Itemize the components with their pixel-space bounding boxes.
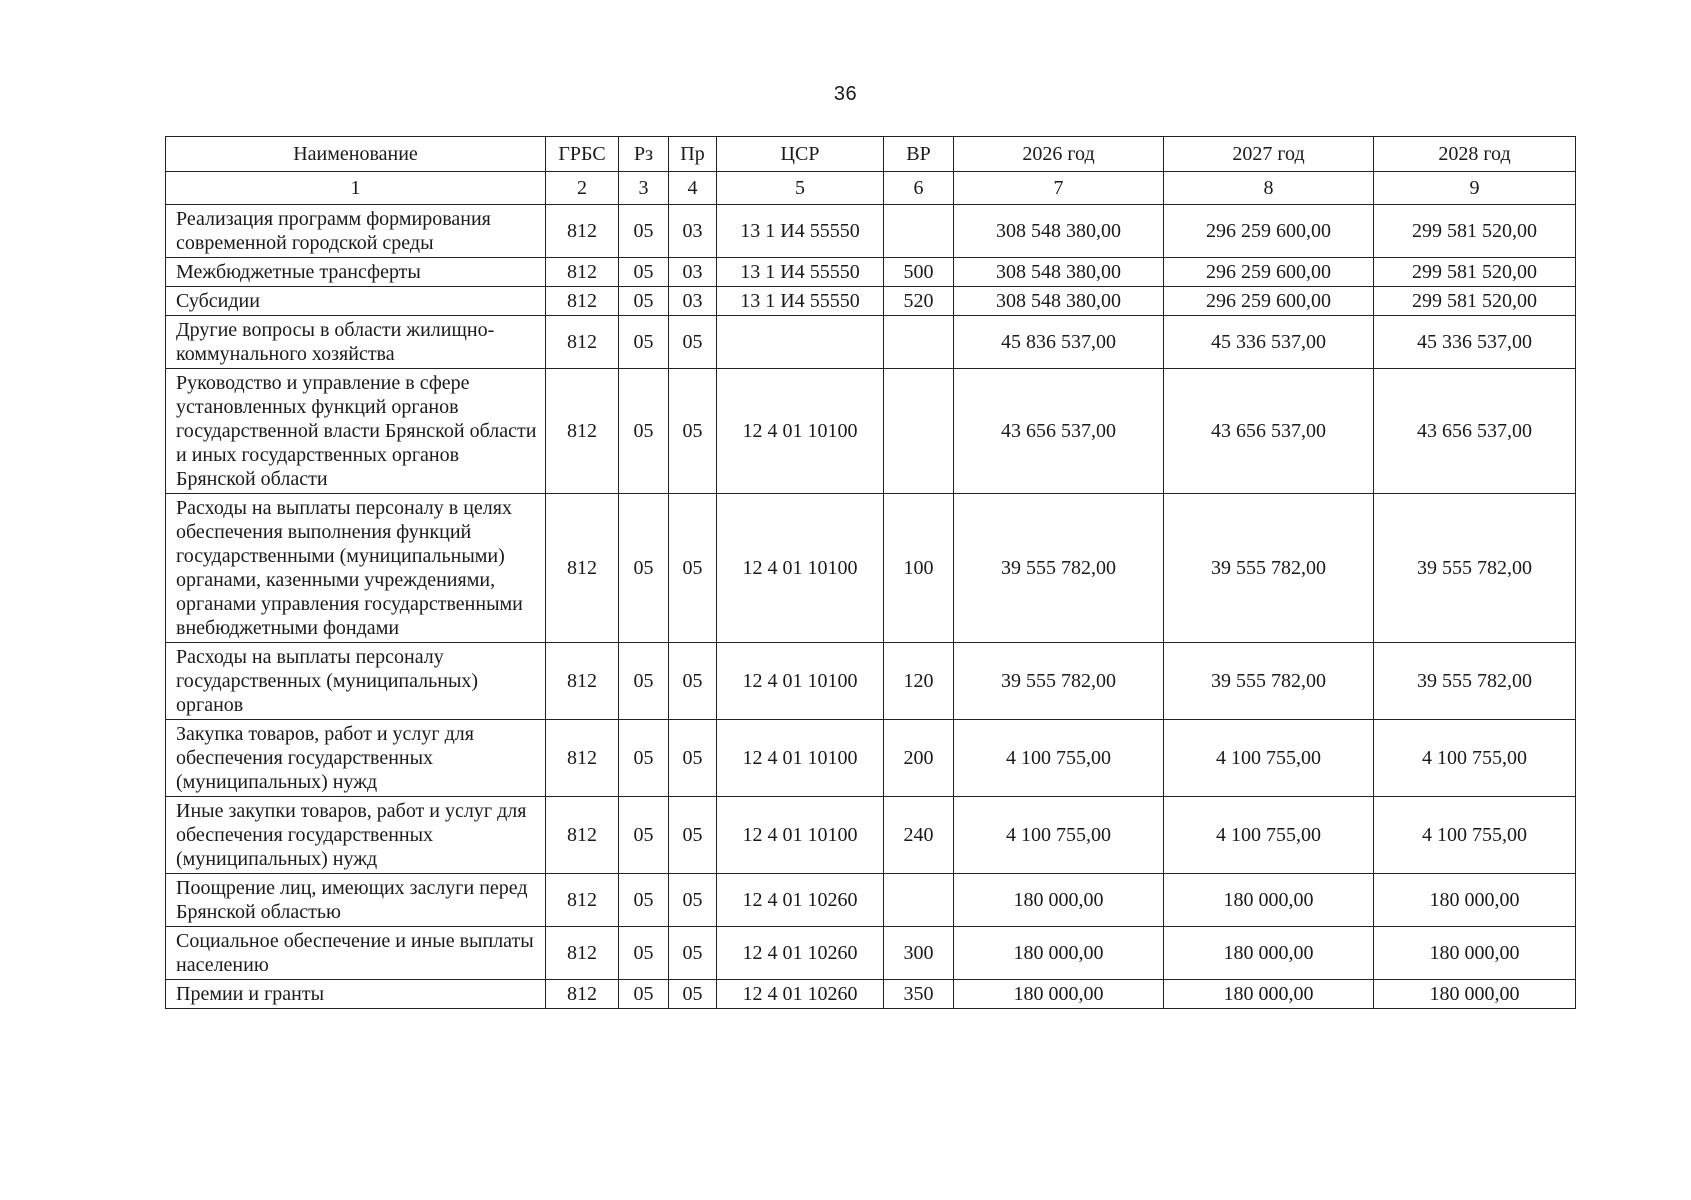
row-amount-2027: 43 656 537,00 bbox=[1164, 369, 1374, 494]
header-cell-name: Наименование bbox=[166, 137, 546, 172]
table-row bbox=[166, 643, 1576, 720]
row-grbs: 812 bbox=[546, 797, 619, 874]
row-grbs: 812 bbox=[546, 494, 619, 643]
row-name: Руководство и управление в сфере установленных функций органов государственной власти Брянской области и иных государственных органов Брянской области bbox=[166, 369, 546, 494]
row-amount-2027: 45 336 537,00 bbox=[1164, 316, 1374, 369]
row-amount-2028: 299 581 520,00 bbox=[1374, 205, 1576, 258]
row-amount-2027: 4 100 755,00 bbox=[1164, 797, 1374, 874]
budget-table bbox=[165, 136, 1576, 1009]
row-amount-2026: 39 555 782,00 bbox=[954, 643, 1164, 720]
row-name: Расходы на выплаты персоналу в целях обеспечения выполнения функций государственными (муниципальными) органами, казенными учреждениями, органами управления государственными внебюджетными фондами bbox=[166, 494, 546, 643]
column-number-row bbox=[166, 172, 1576, 205]
row-amount-2026: 180 000,00 bbox=[954, 927, 1164, 980]
row-amount-2027: 180 000,00 bbox=[1164, 980, 1374, 1009]
row-vr: 240 bbox=[884, 797, 954, 874]
row-amount-2027: 4 100 755,00 bbox=[1164, 720, 1374, 797]
row-csr: 12 4 01 10100 bbox=[717, 720, 884, 797]
row-amount-2028: 43 656 537,00 bbox=[1374, 369, 1576, 494]
row-vr bbox=[884, 874, 954, 927]
row-amount-2026: 4 100 755,00 bbox=[954, 720, 1164, 797]
row-pr: 05 bbox=[669, 927, 717, 980]
row-pr: 05 bbox=[669, 494, 717, 643]
row-pr: 03 bbox=[669, 258, 717, 287]
table-row bbox=[166, 720, 1576, 797]
row-amount-2027: 39 555 782,00 bbox=[1164, 643, 1374, 720]
row-grbs: 812 bbox=[546, 205, 619, 258]
row-rz: 05 bbox=[619, 797, 669, 874]
row-vr: 100 bbox=[884, 494, 954, 643]
row-rz: 05 bbox=[619, 205, 669, 258]
row-rz: 05 bbox=[619, 980, 669, 1009]
row-pr: 05 bbox=[669, 369, 717, 494]
row-grbs: 812 bbox=[546, 258, 619, 287]
row-rz: 05 bbox=[619, 287, 669, 316]
row-rz: 05 bbox=[619, 643, 669, 720]
column-number-cell: 9 bbox=[1374, 172, 1576, 205]
row-rz: 05 bbox=[619, 874, 669, 927]
row-amount-2027: 296 259 600,00 bbox=[1164, 258, 1374, 287]
row-grbs: 812 bbox=[546, 980, 619, 1009]
row-csr: 12 4 01 10100 bbox=[717, 643, 884, 720]
row-pr: 05 bbox=[669, 874, 717, 927]
row-amount-2027: 180 000,00 bbox=[1164, 874, 1374, 927]
row-csr bbox=[717, 316, 884, 369]
row-grbs: 812 bbox=[546, 927, 619, 980]
row-name: Расходы на выплаты персоналу государственных (муниципальных) органов bbox=[166, 643, 546, 720]
row-amount-2028: 4 100 755,00 bbox=[1374, 797, 1576, 874]
row-grbs: 812 bbox=[546, 287, 619, 316]
row-amount-2027: 39 555 782,00 bbox=[1164, 494, 1374, 643]
row-vr: 200 bbox=[884, 720, 954, 797]
row-amount-2026: 308 548 380,00 bbox=[954, 258, 1164, 287]
row-csr: 12 4 01 10100 bbox=[717, 369, 884, 494]
column-number-cell: 8 bbox=[1164, 172, 1374, 205]
row-amount-2027: 296 259 600,00 bbox=[1164, 205, 1374, 258]
row-name: Закупка товаров, работ и услуг для обеспечения государственных (муниципальных) нужд bbox=[166, 720, 546, 797]
row-pr: 05 bbox=[669, 316, 717, 369]
table-row bbox=[166, 316, 1576, 369]
row-pr: 05 bbox=[669, 720, 717, 797]
header-cell-2027: 2027 год bbox=[1164, 137, 1374, 172]
row-name: Реализация программ формирования современной городской среды bbox=[166, 205, 546, 258]
header-cell-csr: ЦСР bbox=[717, 137, 884, 172]
table-row bbox=[166, 287, 1576, 316]
row-rz: 05 bbox=[619, 927, 669, 980]
header-cell-rz: Рз bbox=[619, 137, 669, 172]
row-csr: 13 1 И4 55550 bbox=[717, 258, 884, 287]
row-pr: 05 bbox=[669, 797, 717, 874]
row-grbs: 812 bbox=[546, 643, 619, 720]
table-row bbox=[166, 980, 1576, 1009]
column-number-cell: 2 bbox=[546, 172, 619, 205]
table-row bbox=[166, 874, 1576, 927]
row-amount-2028: 180 000,00 bbox=[1374, 927, 1576, 980]
row-amount-2026: 39 555 782,00 bbox=[954, 494, 1164, 643]
row-name: Премии и гранты bbox=[166, 980, 546, 1009]
header-cell-2028: 2028 год bbox=[1374, 137, 1576, 172]
row-csr: 12 4 01 10260 bbox=[717, 927, 884, 980]
row-pr: 05 bbox=[669, 980, 717, 1009]
row-amount-2026: 180 000,00 bbox=[954, 980, 1164, 1009]
table-row bbox=[166, 205, 1576, 258]
row-vr bbox=[884, 316, 954, 369]
row-name: Социальное обеспечение и иные выплаты населению bbox=[166, 927, 546, 980]
row-amount-2028: 180 000,00 bbox=[1374, 874, 1576, 927]
row-pr: 03 bbox=[669, 287, 717, 316]
row-amount-2027: 180 000,00 bbox=[1164, 927, 1374, 980]
row-amount-2028: 45 336 537,00 bbox=[1374, 316, 1576, 369]
row-name: Межбюджетные трансферты bbox=[166, 258, 546, 287]
row-amount-2026: 180 000,00 bbox=[954, 874, 1164, 927]
page-number: 36 bbox=[833, 83, 858, 105]
row-amount-2028: 180 000,00 bbox=[1374, 980, 1576, 1009]
row-rz: 05 bbox=[619, 258, 669, 287]
column-number-cell: 3 bbox=[619, 172, 669, 205]
row-amount-2028: 299 581 520,00 bbox=[1374, 258, 1576, 287]
row-amount-2026: 45 836 537,00 bbox=[954, 316, 1164, 369]
table-row bbox=[166, 369, 1576, 494]
row-amount-2028: 299 581 520,00 bbox=[1374, 287, 1576, 316]
row-pr: 05 bbox=[669, 643, 717, 720]
table-row bbox=[166, 258, 1576, 287]
row-amount-2028: 4 100 755,00 bbox=[1374, 720, 1576, 797]
row-csr: 12 4 01 10100 bbox=[717, 797, 884, 874]
row-amount-2026: 43 656 537,00 bbox=[954, 369, 1164, 494]
row-grbs: 812 bbox=[546, 316, 619, 369]
row-rz: 05 bbox=[619, 316, 669, 369]
column-number-cell: 7 bbox=[954, 172, 1164, 205]
row-amount-2027: 296 259 600,00 bbox=[1164, 287, 1374, 316]
column-number-cell: 6 bbox=[884, 172, 954, 205]
row-name: Поощрение лиц, имеющих заслуги перед Брянской областью bbox=[166, 874, 546, 927]
header-row bbox=[166, 137, 1576, 172]
row-csr: 13 1 И4 55550 bbox=[717, 287, 884, 316]
column-number-cell: 5 bbox=[717, 172, 884, 205]
row-csr: 13 1 И4 55550 bbox=[717, 205, 884, 258]
row-name: Другие вопросы в области жилищно-коммунального хозяйства bbox=[166, 316, 546, 369]
row-vr bbox=[884, 369, 954, 494]
table-body bbox=[166, 205, 1576, 1009]
row-vr bbox=[884, 205, 954, 258]
column-number-cell: 4 bbox=[669, 172, 717, 205]
row-amount-2026: 4 100 755,00 bbox=[954, 797, 1164, 874]
header-cell-2026: 2026 год bbox=[954, 137, 1164, 172]
row-amount-2028: 39 555 782,00 bbox=[1374, 494, 1576, 643]
row-grbs: 812 bbox=[546, 720, 619, 797]
row-csr: 12 4 01 10260 bbox=[717, 874, 884, 927]
row-amount-2026: 308 548 380,00 bbox=[954, 287, 1164, 316]
header-cell-pr: Пр bbox=[669, 137, 717, 172]
row-vr: 300 bbox=[884, 927, 954, 980]
header-cell-grbs: ГРБС bbox=[546, 137, 619, 172]
row-amount-2026: 308 548 380,00 bbox=[954, 205, 1164, 258]
row-amount-2028: 39 555 782,00 bbox=[1374, 643, 1576, 720]
row-pr: 03 bbox=[669, 205, 717, 258]
row-grbs: 812 bbox=[546, 369, 619, 494]
row-grbs: 812 bbox=[546, 874, 619, 927]
row-name: Субсидии bbox=[166, 287, 546, 316]
row-rz: 05 bbox=[619, 369, 669, 494]
row-csr: 12 4 01 10260 bbox=[717, 980, 884, 1009]
row-rz: 05 bbox=[619, 720, 669, 797]
row-vr: 500 bbox=[884, 258, 954, 287]
column-number-cell: 1 bbox=[166, 172, 546, 205]
table-row bbox=[166, 797, 1576, 874]
row-rz: 05 bbox=[619, 494, 669, 643]
table-row bbox=[166, 927, 1576, 980]
row-csr: 12 4 01 10100 bbox=[717, 494, 884, 643]
row-vr: 120 bbox=[884, 643, 954, 720]
row-vr: 520 bbox=[884, 287, 954, 316]
header-cell-vr: ВР bbox=[884, 137, 954, 172]
row-name: Иные закупки товаров, работ и услуг для обеспечения государственных (муниципальных) нужд bbox=[166, 797, 546, 874]
row-vr: 350 bbox=[884, 980, 954, 1009]
table-row bbox=[166, 494, 1576, 643]
